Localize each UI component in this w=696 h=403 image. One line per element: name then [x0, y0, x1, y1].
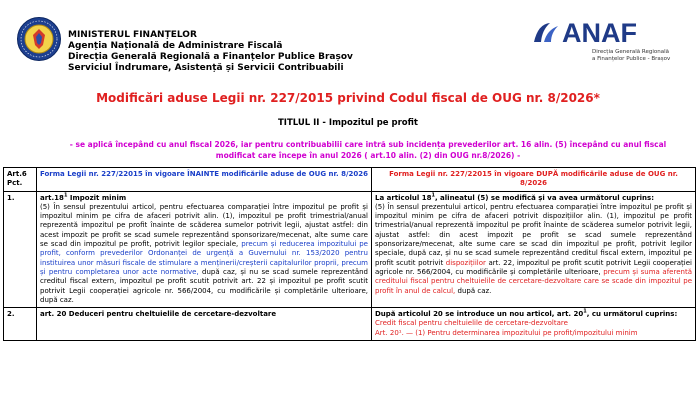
table-header-row	[4, 168, 696, 192]
table-row	[4, 308, 696, 341]
after-intro-sup: 1	[431, 192, 435, 199]
after-amendment-intro	[375, 194, 692, 203]
after-new-article-title: Credit fiscal pentru cheltuielile de cercetare-dezvoltare	[375, 319, 568, 328]
after-text-part-c: după caz.	[455, 286, 492, 295]
col-header-article: Art.6 Pct.	[4, 168, 37, 192]
ministry-line-4: Serviciul Îndrumare, Asistență și Servicii Contribuabili	[68, 63, 344, 73]
before-text-highlight: precum și reducerea impozitului pe profit, conform prevederilor Ordonanței de urgență a Guvernului nr. 153/2020 pentru instituirea unor măsuri fiscale de stimulare a menținerii/creșterii capitalurilor proprii, precum și pentru completarea unor acte normative,	[40, 240, 368, 276]
ministry-header	[68, 30, 353, 74]
before-article-title	[40, 194, 368, 203]
after-text-part-a: (5) În sensul prezentului articol, pentru efectuarea comparației între impozitul pe profit și impozitul minim pe cifra de afaceri potrivit dispozițiilor alin. (1), impozitul pe profit trimestrial/anual reprezentă impozitul pe profit înainte de scăderea sumelor potrivit legii, ajustat astfel: din acest impozit pe profit se scad sumele reprezentând sponsorizare/mecenat, alte sume care se scad din impozitul pe profit, potrivit legilor speciale, după caz, și nu se scad sumele reprezentând creditul fiscal extern, impozitul pe profit scutit potrivit	[375, 202, 692, 267]
ministry-line-1: MINISTERUL FINANȚELOR	[68, 30, 197, 40]
after-intro-part-a: După articolul 20 se introduce un nou articol, art. 20	[375, 310, 584, 319]
after-cell	[372, 191, 696, 308]
document-title: Modificări aduse Legii nr. 227/2015 privind Codul fiscal de OUG nr. 8/2026*	[96, 91, 600, 105]
article-name-rest: Impozit minim	[67, 193, 127, 202]
after-intro-part-b: , cu următorul cuprins:	[586, 310, 678, 319]
before-article-text	[40, 203, 368, 305]
before-cell	[37, 308, 372, 341]
anaf-subtitle	[592, 49, 670, 63]
col-header-after: Forma Legii nr. 227/22015 în vigoare DUPĂ modificările aduse de OUG nr. 8/2026	[372, 168, 696, 192]
ministry-line-2: Agenția Națională de Administrare Fiscală	[68, 41, 283, 51]
row-number: 2.	[4, 308, 37, 341]
before-cell	[37, 191, 372, 308]
after-text-part-b: art. 22, impozitul pe profit scutit potrivit Legii cooperației agricole nr. 566/2004, cu modificările și completările ulterioare,	[375, 258, 692, 276]
after-intro-part-a: La articolul 18	[375, 193, 432, 202]
article-sup: 1	[63, 192, 68, 199]
after-text-highlight-1: dispozițiilor	[445, 258, 486, 267]
before-text-part-a: (5) În sensul prezentului articol, pentru efectuarea comparației între impozitul pe profit și impozitul minim pe cifra de afaceri potrivit alin. (1), impozitul pe profit trimestrial/anual reprezentă impozitul pe profit înainte de scăderea sumelor potrivit legii, ajustat astfel: din acest impozit pe profit se scad sumele reprezentând sponsorizare/mecenat, alte sume care se scad din impozitul pe profit, potrivit legilor speciale,	[40, 202, 368, 249]
comparison-table	[3, 167, 696, 341]
after-article-text	[375, 203, 692, 296]
after-text-highlight-2: precum și suma aferentă creditului fiscal pentru cheltuielile de cercetare-dezvoltare care se scade din impozitul pe profit în anul de calcul,	[375, 267, 692, 295]
anaf-logo	[532, 20, 682, 68]
anaf-subtitle-line-1: Direcția Generală Regională	[592, 49, 670, 55]
anaf-logo-icon	[532, 20, 560, 46]
anaf-subtitle-line-2: a Finanțelor Publice - Brașov	[592, 56, 671, 62]
ministry-line-3: Direcția Generală Regională a Finanțelor Publice Brașov	[68, 52, 353, 62]
anaf-logo-text: ANAF	[562, 18, 637, 48]
col-header-before: Forma Legii nr. 227/22015 în vigoare ÎNAINTE modificările aduse de OUG nr. 8/2026	[37, 168, 372, 192]
after-new-article-line: Art. 20¹. — (1) Pentru determinarea impozitului pe profit/impozitului minim	[375, 328, 638, 337]
government-seal-icon	[17, 17, 61, 61]
row-number: 1.	[4, 191, 37, 308]
before-text-part-b: după caz, și nu se scad sumele reprezentând creditul fiscal extern, impozitul pe profit scutit potrivit art. 22 și impozitul pe profit scutit potrivit Legii cooperației agricole nr. 566/2004, cu modificările și completările ulterioare, după caz.	[40, 267, 368, 304]
before-article-title: art. 20 Deduceri pentru cheltuielile de cercetare-dezvoltare	[40, 310, 277, 319]
after-intro-sup: 1	[583, 308, 587, 315]
after-intro-part-b: , alineatul (5) se modifică și va avea următorul cuprins:	[434, 193, 655, 202]
after-cell	[372, 308, 696, 341]
section-title: TITLUL II - Impozitul pe profit	[277, 118, 418, 128]
table-row	[4, 191, 696, 308]
after-amendment-intro	[375, 310, 692, 319]
scope-note: - se aplică începând cu anul fiscal 2026, iar pentru contribuabilii care intră sub incidența prevederilor art. 16 alin. (5) începând cu anul fiscal modificat care începe în anul 2026 ( art.10 alin. (2) din OUG nr.8/2026) -	[69, 140, 667, 160]
article-name: art.18	[40, 193, 64, 202]
